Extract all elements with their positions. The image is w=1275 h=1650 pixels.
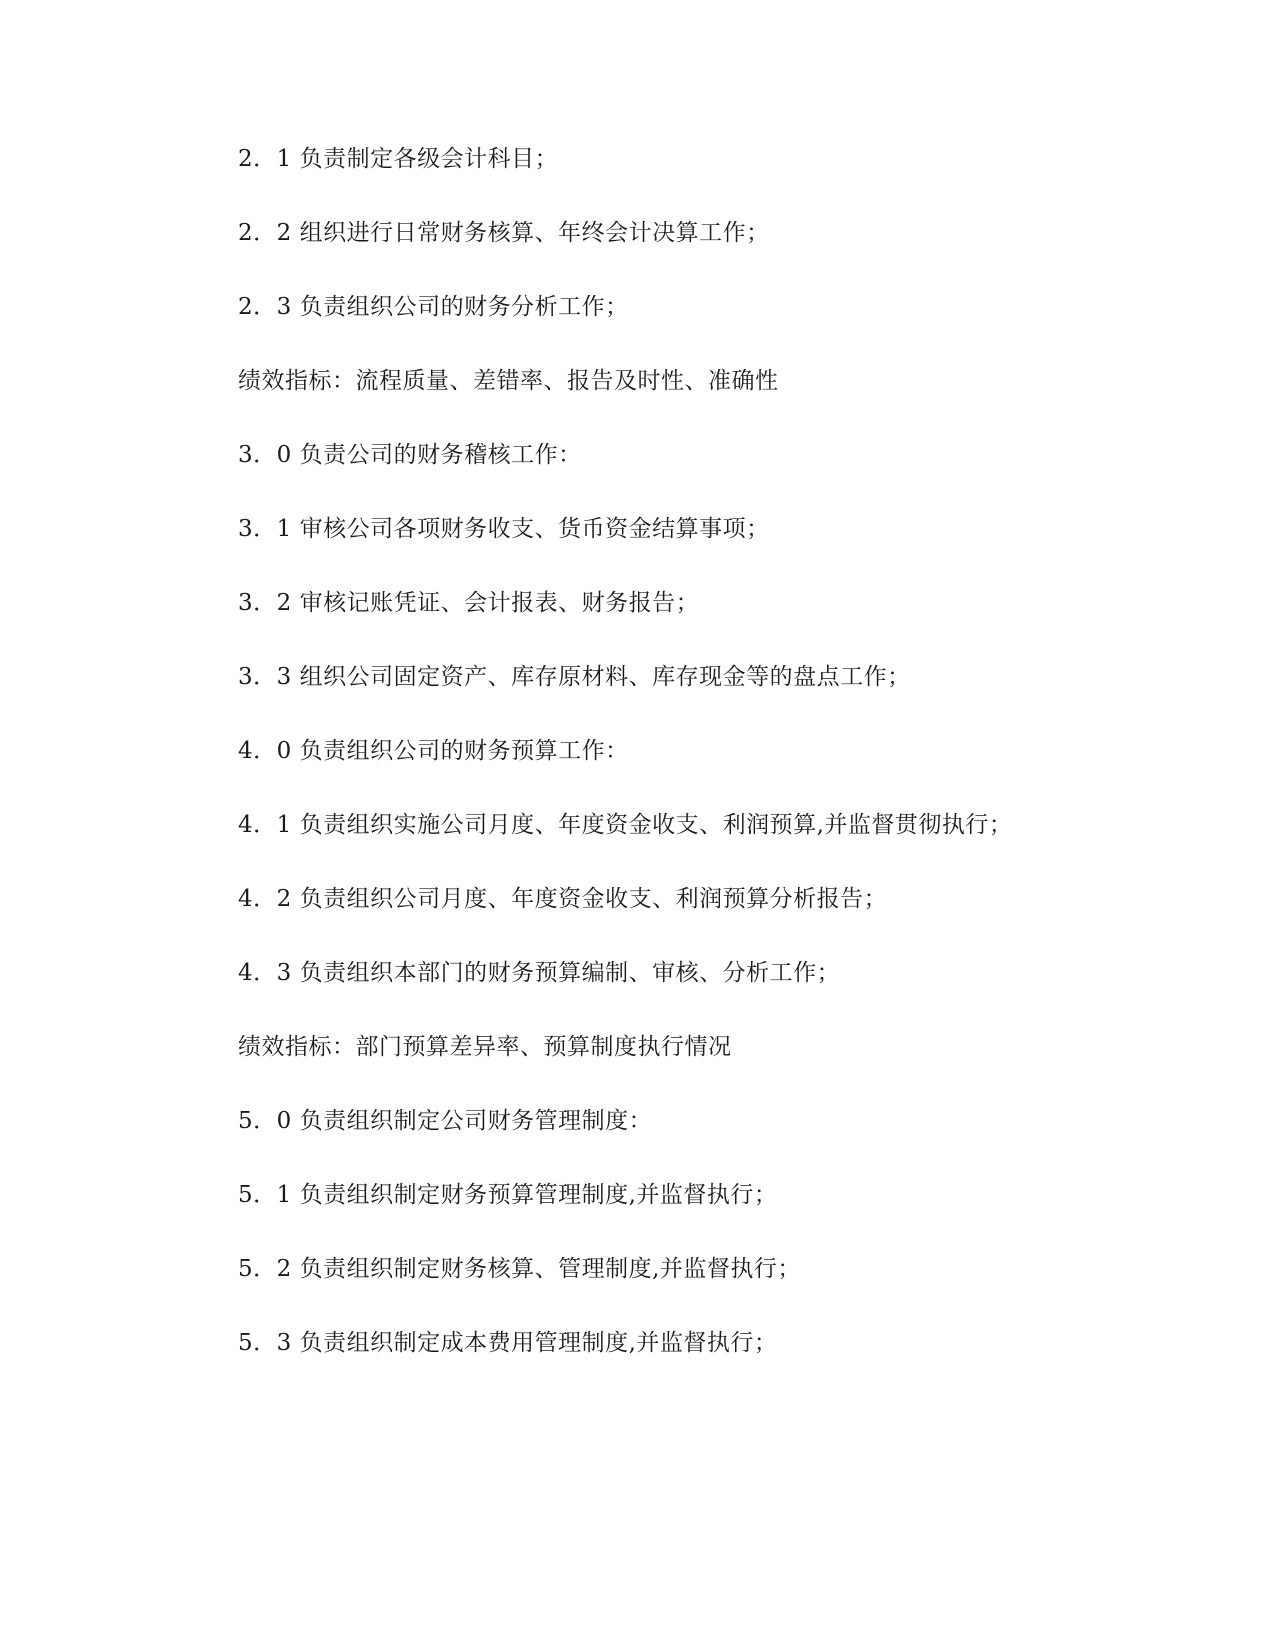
text-line: 2．1 负责制定各级会计科目； <box>238 146 559 172</box>
text-line: 5．3 负责组织制定成本费用管理制度,并监督执行； <box>238 1330 778 1356</box>
text-line: 2．2 组织进行日常财务核算、年终会计决算工作； <box>238 220 770 246</box>
text-line: 5．1 负责组织制定财务预算管理制度,并监督执行； <box>238 1182 778 1208</box>
text-line: 4．1 负责组织实施公司月度、年度资金收支、利润预算,并监督贯彻执行； <box>238 812 1013 838</box>
performance-indicator-line: 绩效指标：流程质量、差错率、报告及时性、准确性 <box>238 368 779 394</box>
section-heading-line: 3．0 负责公司的财务稽核工作： <box>238 442 582 468</box>
text-line: 4．2 负责组织公司月度、年度资金收支、利润预算分析报告； <box>238 886 888 912</box>
text-line: 3．3 组织公司固定资产、库存原材料、库存现金等的盘点工作； <box>238 664 911 690</box>
text-line: 5．2 负责组织制定财务核算、管理制度,并监督执行； <box>238 1256 801 1282</box>
text-line: 3．2 审核记账凭证、会计报表、财务报告； <box>238 590 700 616</box>
text-line: 4．3 负责组织本部门的财务预算编制、审核、分析工作； <box>238 960 841 986</box>
section-heading-line: 5．0 负责组织制定公司财务管理制度： <box>238 1108 653 1134</box>
section-heading-line: 4．0 负责组织公司的财务预算工作： <box>238 738 629 764</box>
text-line: 2．3 负责组织公司的财务分析工作； <box>238 294 629 320</box>
performance-indicator-line: 绩效指标：部门预算差异率、预算制度执行情况 <box>238 1034 732 1060</box>
text-line: 3．1 审核公司各项财务收支、货币资金结算事项； <box>238 516 770 542</box>
